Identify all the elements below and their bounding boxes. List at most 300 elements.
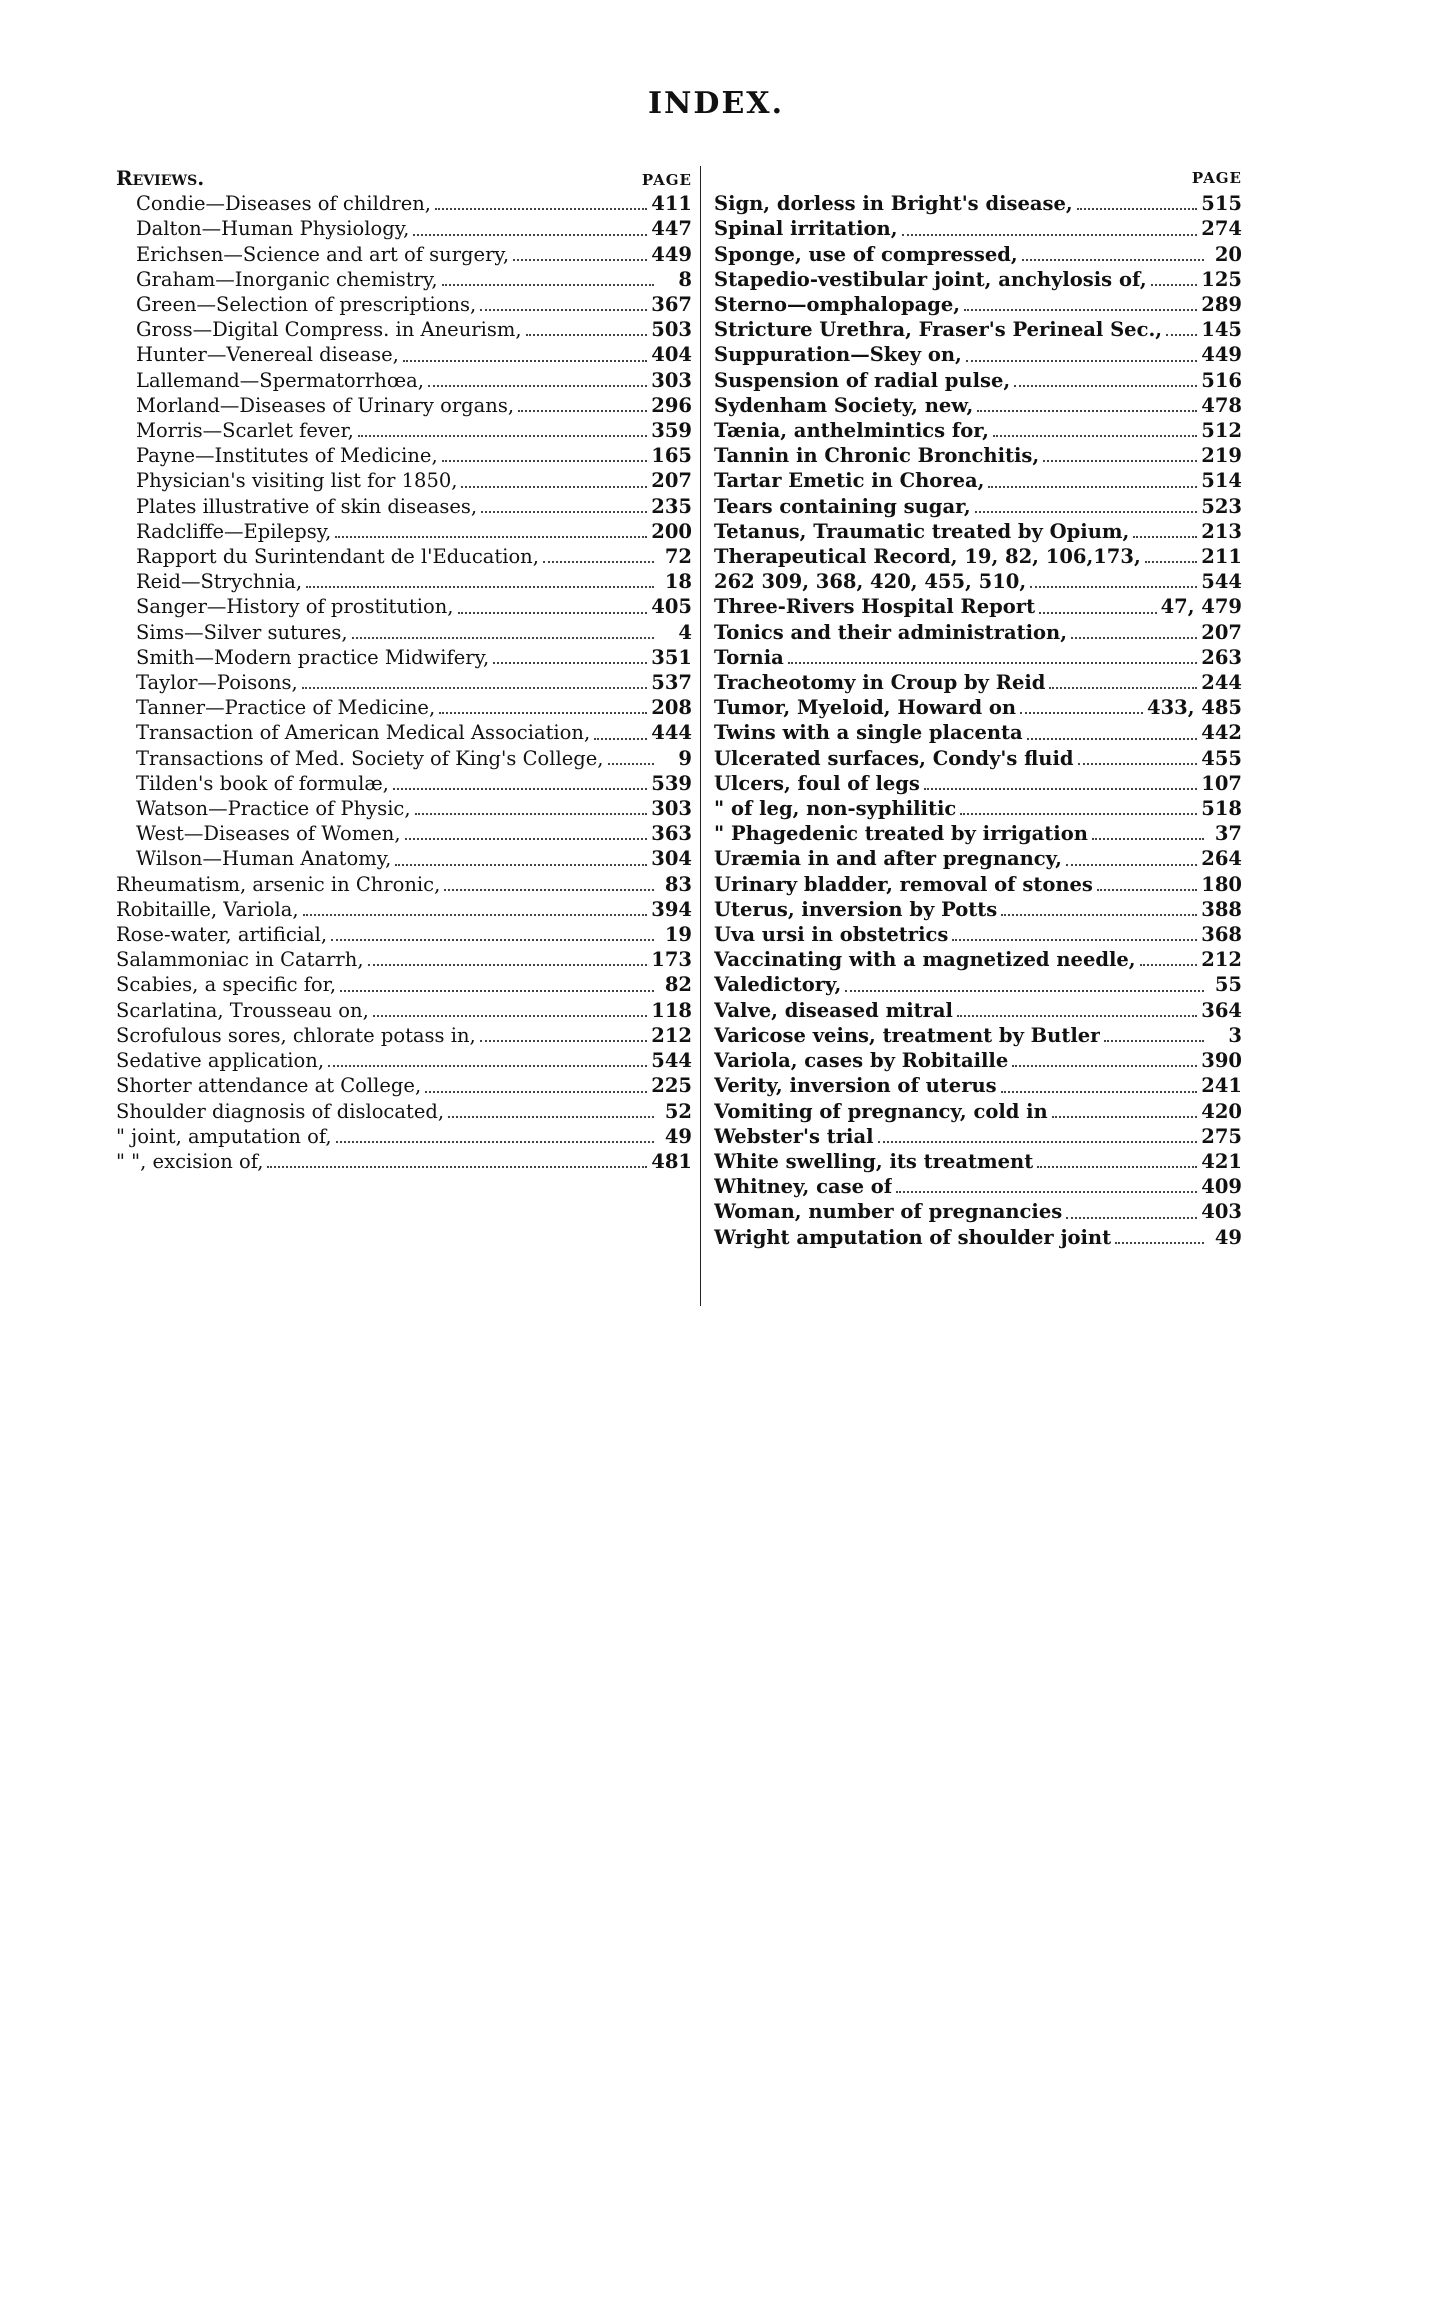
dot-leader [1078, 763, 1198, 765]
entry-text: Watson—Practice of Physic, [136, 797, 411, 821]
dot-leader [303, 914, 648, 916]
entry-page-number: 478 [1201, 393, 1242, 417]
dot-leader [608, 763, 655, 765]
entry-page-number: 411 [651, 192, 692, 216]
index-entry [116, 418, 692, 443]
entry-page-number: 523 [1201, 494, 1242, 518]
entry-text: Sydenham Society, new, [714, 393, 974, 417]
dot-leader [993, 435, 1197, 437]
dot-leader [393, 788, 647, 790]
index-entry [116, 771, 692, 796]
index-entry [116, 947, 692, 972]
dot-leader [896, 1191, 1197, 1193]
entry-page-number: 514 [1201, 469, 1242, 493]
entry-page-number: 47, 479 [1160, 595, 1242, 619]
dot-leader [442, 460, 648, 462]
entry-text: Webster's trial [714, 1124, 874, 1148]
index-entry [714, 393, 1242, 418]
index-entry [714, 267, 1242, 292]
dot-leader [439, 712, 647, 714]
entry-text: Varicose veins, treatment by Butler [714, 1023, 1101, 1047]
dot-leader [444, 889, 654, 891]
index-entry [116, 922, 692, 947]
dot-leader [352, 637, 654, 639]
entry-text: Ulcers, foul of legs [714, 771, 920, 795]
entry-page-number: 212 [1201, 948, 1242, 972]
entry-text: Hunter—Venereal disease, [136, 343, 399, 367]
entry-page-number: 404 [651, 343, 692, 367]
entry-page-number: 367 [651, 293, 692, 316]
dot-leader [1097, 889, 1197, 891]
entry-text: Sterno—omphalopage, [714, 293, 961, 316]
entry-page-number: 107 [1201, 771, 1242, 795]
entry-text: Dalton—Human Physiology, [136, 217, 410, 241]
page-column-label: PAGE [641, 171, 692, 189]
dot-leader [845, 990, 1204, 992]
dot-leader [413, 234, 647, 236]
index-entry [714, 569, 1242, 594]
entry-page-number: 225 [651, 1074, 692, 1098]
entry-page-number: 515 [1201, 192, 1242, 216]
entry-text: Smith—Modern practice Midwifery, [136, 645, 490, 669]
entry-text: Scarlatina, Trousseau on, [116, 998, 369, 1022]
entry-text: Therapeutical Record, 19, 82, 106,173, [714, 545, 1141, 569]
index-entry [714, 317, 1242, 342]
entry-page-number: 49 [1214, 1225, 1242, 1249]
index-entry [116, 317, 692, 342]
entry-text: Green—Selection of prescriptions, [136, 293, 477, 316]
index-entry [714, 1023, 1242, 1048]
entry-page-number: 264 [1201, 847, 1242, 871]
index-entry [116, 1124, 692, 1149]
index-entry [714, 191, 1242, 216]
index-entry [714, 922, 1242, 947]
entry-text: Tænia, anthelmintics for, [714, 419, 989, 443]
entry-text: Tumor, Myeloid, Howard on [714, 696, 1017, 720]
entry-page-number: 52 [664, 1099, 692, 1123]
entry-page-number: 8 [678, 267, 692, 291]
dot-leader [1001, 914, 1197, 916]
dot-leader [1066, 864, 1197, 866]
dot-leader [328, 1065, 647, 1067]
dot-leader [543, 561, 654, 563]
entry-page-number: 9 [678, 746, 692, 770]
entry-text: Tanner—Practice of Medicine, [136, 696, 436, 720]
entry-text: Sign, dorless in Bright's disease, [714, 192, 1073, 216]
entry-page-number: 390 [1201, 1049, 1242, 1073]
dot-leader [1043, 460, 1197, 462]
index-entry [714, 1149, 1242, 1174]
dot-leader [405, 838, 648, 840]
entry-page-number: 207 [651, 469, 692, 493]
entry-text: Sedative application, [116, 1049, 325, 1073]
entry-text: White swelling, its treatment [714, 1149, 1034, 1173]
dot-leader [403, 360, 647, 362]
entry-text: Lallemand—Spermatorrhœa, [136, 368, 424, 392]
dot-leader [975, 511, 1198, 513]
dot-leader [1066, 1217, 1197, 1219]
entry-page-number: 442 [1201, 721, 1242, 745]
entry-text: Whitney, case of [714, 1175, 893, 1199]
entry-text: Stricture Urethra, Fraser's Perineal Sec., [714, 318, 1163, 342]
entry-page-number: 83 [664, 872, 692, 896]
entry-page-number: 241 [1201, 1074, 1242, 1098]
dot-leader [1133, 536, 1197, 538]
dot-leader [964, 309, 1197, 311]
index-entry [714, 494, 1242, 519]
entry-text: Plates illustrative of skin diseases, [136, 494, 478, 518]
column-header [714, 166, 1242, 191]
entry-page-number: 304 [651, 847, 692, 871]
dot-leader [340, 990, 654, 992]
page-column-label: PAGE [1191, 169, 1242, 187]
entry-page-number: 421 [1201, 1149, 1242, 1173]
index-entry [714, 1199, 1242, 1224]
entry-text: Transaction of American Medical Association, [136, 721, 591, 745]
dot-leader [966, 360, 1197, 362]
dot-leader [1037, 1166, 1197, 1168]
entry-text: Suspension of radial pulse, [714, 368, 1011, 392]
entry-text: Taylor—Poisons, [136, 671, 298, 695]
dot-leader [331, 939, 654, 941]
dot-leader [594, 738, 647, 740]
index-entry [714, 242, 1242, 267]
dot-leader [428, 385, 647, 387]
entry-text: Reid—Strychnia, [136, 570, 303, 594]
entry-page-number: 512 [1201, 419, 1242, 443]
index-entry [714, 897, 1242, 922]
index-entry [116, 569, 692, 594]
index-entry [116, 821, 692, 846]
entry-page-number: 207 [1201, 620, 1242, 644]
entry-page-number: 263 [1201, 645, 1242, 669]
index-entry [714, 670, 1242, 695]
entry-text: Tetanus, Traumatic treated by Opium, [714, 519, 1130, 543]
index-entry [116, 998, 692, 1023]
entry-page-number: 55 [1214, 973, 1242, 997]
entry-text: Wilson—Human Anatomy, [136, 847, 392, 871]
index-entry [714, 620, 1242, 645]
entry-text: " Phagedenic treated by irrigation [714, 822, 1088, 846]
entry-page-number: 403 [1201, 1200, 1242, 1224]
dot-leader [513, 259, 647, 261]
entry-page-number: 37 [1214, 822, 1242, 846]
entry-page-number: 303 [651, 368, 692, 392]
entry-text: Robitaille, Variola, [116, 897, 299, 921]
index-entry [714, 519, 1242, 544]
index-entry [714, 645, 1242, 670]
index-entry [116, 594, 692, 619]
dot-leader [1077, 208, 1198, 210]
entry-page-number: 165 [651, 444, 692, 468]
index-entry [714, 796, 1242, 821]
dot-leader [957, 1015, 1197, 1017]
dot-leader [788, 662, 1198, 664]
entry-page-number: 235 [651, 494, 692, 518]
entry-page-number: 274 [1201, 217, 1242, 241]
entry-text: Tartar Emetic in Chorea, [714, 469, 985, 493]
entry-text: Tilden's book of formulæ, [136, 771, 389, 795]
entry-text: Valedictory, [714, 973, 842, 997]
entry-text: Payne—Institutes of Medicine, [136, 444, 438, 468]
index-entry [714, 947, 1242, 972]
index-entry [714, 821, 1242, 846]
dot-leader [302, 687, 648, 689]
entry-text: Shorter attendance at College, [116, 1074, 422, 1098]
page-title: INDEX. [647, 86, 785, 121]
dot-leader [878, 1141, 1198, 1143]
entry-page-number: 433, 485 [1147, 696, 1242, 720]
dot-leader [368, 964, 648, 966]
entry-page-number: 200 [651, 519, 692, 543]
entry-page-number: 296 [651, 393, 692, 417]
index-entry [714, 468, 1242, 493]
dot-leader [335, 536, 647, 538]
index-entry [116, 1149, 692, 1174]
entry-page-number: 420 [1201, 1099, 1242, 1123]
index-entry [116, 846, 692, 871]
dot-leader [461, 486, 647, 488]
entry-page-number: 544 [1201, 570, 1242, 594]
dot-leader [1145, 561, 1198, 563]
entry-text: Tannin in Chronic Bronchitis, [714, 444, 1040, 468]
entry-text: Suppuration—Skey on, [714, 343, 962, 367]
column-header [116, 166, 692, 191]
column-divider [700, 166, 701, 1306]
entry-page-number: 405 [651, 595, 692, 619]
index-entry [714, 1124, 1242, 1149]
index-entry [714, 443, 1242, 468]
index-entry [714, 695, 1242, 720]
dot-leader [1014, 385, 1197, 387]
entry-text: Radcliffe—Epilepsy, [136, 519, 332, 543]
entry-text: Salammoniac in Catarrh, [116, 948, 364, 972]
entry-page-number: 145 [1201, 318, 1242, 342]
entry-page-number: 49 [664, 1124, 692, 1148]
index-entry [116, 620, 692, 645]
entry-text: Condie—Diseases of children, [136, 192, 431, 216]
dot-leader [1151, 284, 1198, 286]
index-entry [116, 292, 692, 317]
dot-leader [1022, 259, 1204, 261]
entry-text: Vaccinating with a magnetized needle, [714, 948, 1136, 972]
index-entry [714, 1073, 1242, 1098]
entry-text: Sanger—History of prostitution, [136, 595, 454, 619]
entry-text: " ", excision of, [116, 1149, 264, 1173]
entry-text: Verity, inversion of uterus [714, 1074, 997, 1098]
index-entry [116, 1048, 692, 1073]
index-entry [714, 746, 1242, 771]
dot-leader [518, 410, 647, 412]
entry-text: Physician's visiting list for 1850, [136, 469, 458, 493]
entry-text: Ulcerated surfaces, Condy's fluid [714, 746, 1074, 770]
index-entry [116, 544, 692, 569]
index-entry [116, 972, 692, 997]
dot-leader [960, 813, 1197, 815]
index-entry [714, 368, 1242, 393]
index-entry [116, 695, 692, 720]
dot-leader [442, 284, 654, 286]
index-entry [116, 872, 692, 897]
dot-leader [1030, 586, 1197, 588]
dot-leader [1001, 1091, 1198, 1093]
dot-leader [988, 486, 1197, 488]
entry-text: Shoulder diagnosis of dislocated, [116, 1099, 445, 1123]
dot-leader [1140, 964, 1198, 966]
index-entry [714, 972, 1242, 997]
entry-page-number: 19 [664, 923, 692, 947]
entry-page-number: 244 [1201, 671, 1242, 695]
dot-leader [952, 939, 1197, 941]
entry-page-number: 3 [1228, 1023, 1242, 1047]
entry-page-number: 118 [651, 998, 692, 1022]
entry-page-number: 409 [1201, 1175, 1242, 1199]
dot-leader [458, 612, 648, 614]
dot-leader [493, 662, 647, 664]
index-entry [714, 292, 1242, 317]
dot-leader [1012, 1065, 1197, 1067]
index-entry [116, 468, 692, 493]
entry-page-number: 289 [1201, 293, 1242, 316]
index-entry [116, 393, 692, 418]
index-entry [116, 1023, 692, 1048]
index-entry [116, 494, 692, 519]
entry-text: Scrofulous sores, chlorate potass in, [116, 1023, 476, 1047]
index-entry [714, 720, 1242, 745]
entry-page-number: 368 [1201, 923, 1242, 947]
index-column-left [116, 166, 692, 1174]
entry-text: Scabies, a specific for, [116, 973, 337, 997]
dot-leader [267, 1166, 647, 1168]
index-entry [714, 1099, 1242, 1124]
index-entry [116, 897, 692, 922]
entry-text: Urinary bladder, removal of stones [714, 872, 1093, 896]
entry-text: Graham—Inorganic chemistry, [136, 267, 438, 291]
index-entry [714, 872, 1242, 897]
entry-text: Uræmia in and after pregnancy, [714, 847, 1062, 871]
entry-page-number: 18 [664, 570, 692, 594]
index-entry [116, 645, 692, 670]
index-column-right [714, 166, 1242, 1250]
entry-text: Morland—Diseases of Urinary organs, [136, 393, 515, 417]
entry-text: Tracheotomy in Croup by Reid [714, 671, 1046, 695]
entry-page-number: 125 [1201, 267, 1242, 291]
dot-leader [1027, 738, 1198, 740]
dot-leader [1049, 687, 1197, 689]
entry-page-number: 449 [1201, 343, 1242, 367]
entry-page-number: 503 [651, 318, 692, 342]
index-entry [714, 216, 1242, 241]
entry-page-number: 4 [678, 620, 692, 644]
index-entry [116, 216, 692, 241]
index-list-left [116, 191, 692, 1174]
entry-page-number: 173 [651, 948, 692, 972]
index-entry [714, 1174, 1242, 1199]
entry-page-number: 180 [1201, 872, 1242, 896]
dot-leader [1039, 612, 1156, 614]
entry-text: Uva ursi in obstetrics [714, 923, 949, 947]
entry-text: Gross—Digital Compress. in Aneurism, [136, 318, 522, 342]
entry-text: Morris—Scarlet fever, [136, 419, 354, 443]
entry-text: Three-Rivers Hospital Report [714, 595, 1036, 619]
dot-leader [306, 586, 654, 588]
dot-leader [425, 1091, 647, 1093]
index-entry [714, 544, 1242, 569]
index-entry [116, 342, 692, 367]
entry-page-number: 544 [651, 1049, 692, 1073]
entry-page-number: 359 [651, 419, 692, 443]
entry-text: Sims—Silver sutures, [136, 620, 348, 644]
dot-leader [1020, 712, 1143, 714]
entry-page-number: 303 [651, 797, 692, 821]
dot-leader [1071, 637, 1197, 639]
index-entry [714, 846, 1242, 871]
index-entry [116, 191, 692, 216]
entry-page-number: 447 [651, 217, 692, 241]
dot-leader [1166, 334, 1197, 336]
entry-page-number: 219 [1201, 444, 1242, 468]
entry-text: 262 309, 368, 420, 455, 510, [714, 570, 1027, 594]
dot-leader [977, 410, 1197, 412]
entry-page-number: 449 [651, 242, 692, 266]
dot-leader [480, 309, 647, 311]
entry-page-number: 212 [651, 1023, 692, 1047]
index-entry [714, 1225, 1242, 1250]
entry-text: Stapedio-vestibular joint, anchylosis of, [714, 267, 1147, 291]
dot-leader [924, 788, 1197, 790]
entry-text: Tears containing sugar, [714, 494, 971, 518]
dot-leader [1115, 1242, 1204, 1244]
entry-text: Twins with a single placenta [714, 721, 1023, 745]
entry-page-number: 211 [1201, 545, 1242, 569]
dot-leader [902, 234, 1198, 236]
entry-text: Wright amputation of shoulder joint [714, 1225, 1112, 1249]
entry-text: Tornia [714, 645, 784, 669]
section-label-reviews: Reviews. [116, 166, 205, 190]
entry-page-number: 388 [1201, 897, 1242, 921]
entry-page-number: 518 [1201, 797, 1242, 821]
entry-page-number: 351 [651, 645, 692, 669]
entry-text: West—Diseases of Women, [136, 822, 401, 846]
index-entry [116, 519, 692, 544]
index-entry [116, 746, 692, 771]
dot-leader [373, 1015, 647, 1017]
entry-text: Uterus, inversion by Potts [714, 897, 998, 921]
entry-text: Erichsen—Science and art of surgery, [136, 242, 510, 266]
dot-leader [448, 1116, 654, 1118]
entry-page-number: 213 [1201, 519, 1242, 543]
dot-leader [395, 864, 647, 866]
index-entry [116, 720, 692, 745]
entry-page-number: 364 [1201, 998, 1242, 1022]
entry-text: " of leg, non-syphilitic [714, 797, 957, 821]
dot-leader [1104, 1040, 1204, 1042]
entry-page-number: 455 [1201, 746, 1242, 770]
entry-text: Variola, cases by Robitaille [714, 1049, 1009, 1073]
dot-leader [1092, 838, 1204, 840]
index-entry [714, 342, 1242, 367]
index-entry [116, 267, 692, 292]
entry-page-number: 539 [651, 771, 692, 795]
entry-page-number: 394 [651, 897, 692, 921]
dot-leader [435, 208, 647, 210]
index-entry [116, 796, 692, 821]
index-entry [714, 418, 1242, 443]
entry-page-number: 275 [1201, 1124, 1242, 1148]
entry-text: " joint, amputation of, [116, 1124, 332, 1148]
index-entry [116, 368, 692, 393]
entry-text: Rapport du Surintendant de l'Education, [136, 545, 539, 569]
